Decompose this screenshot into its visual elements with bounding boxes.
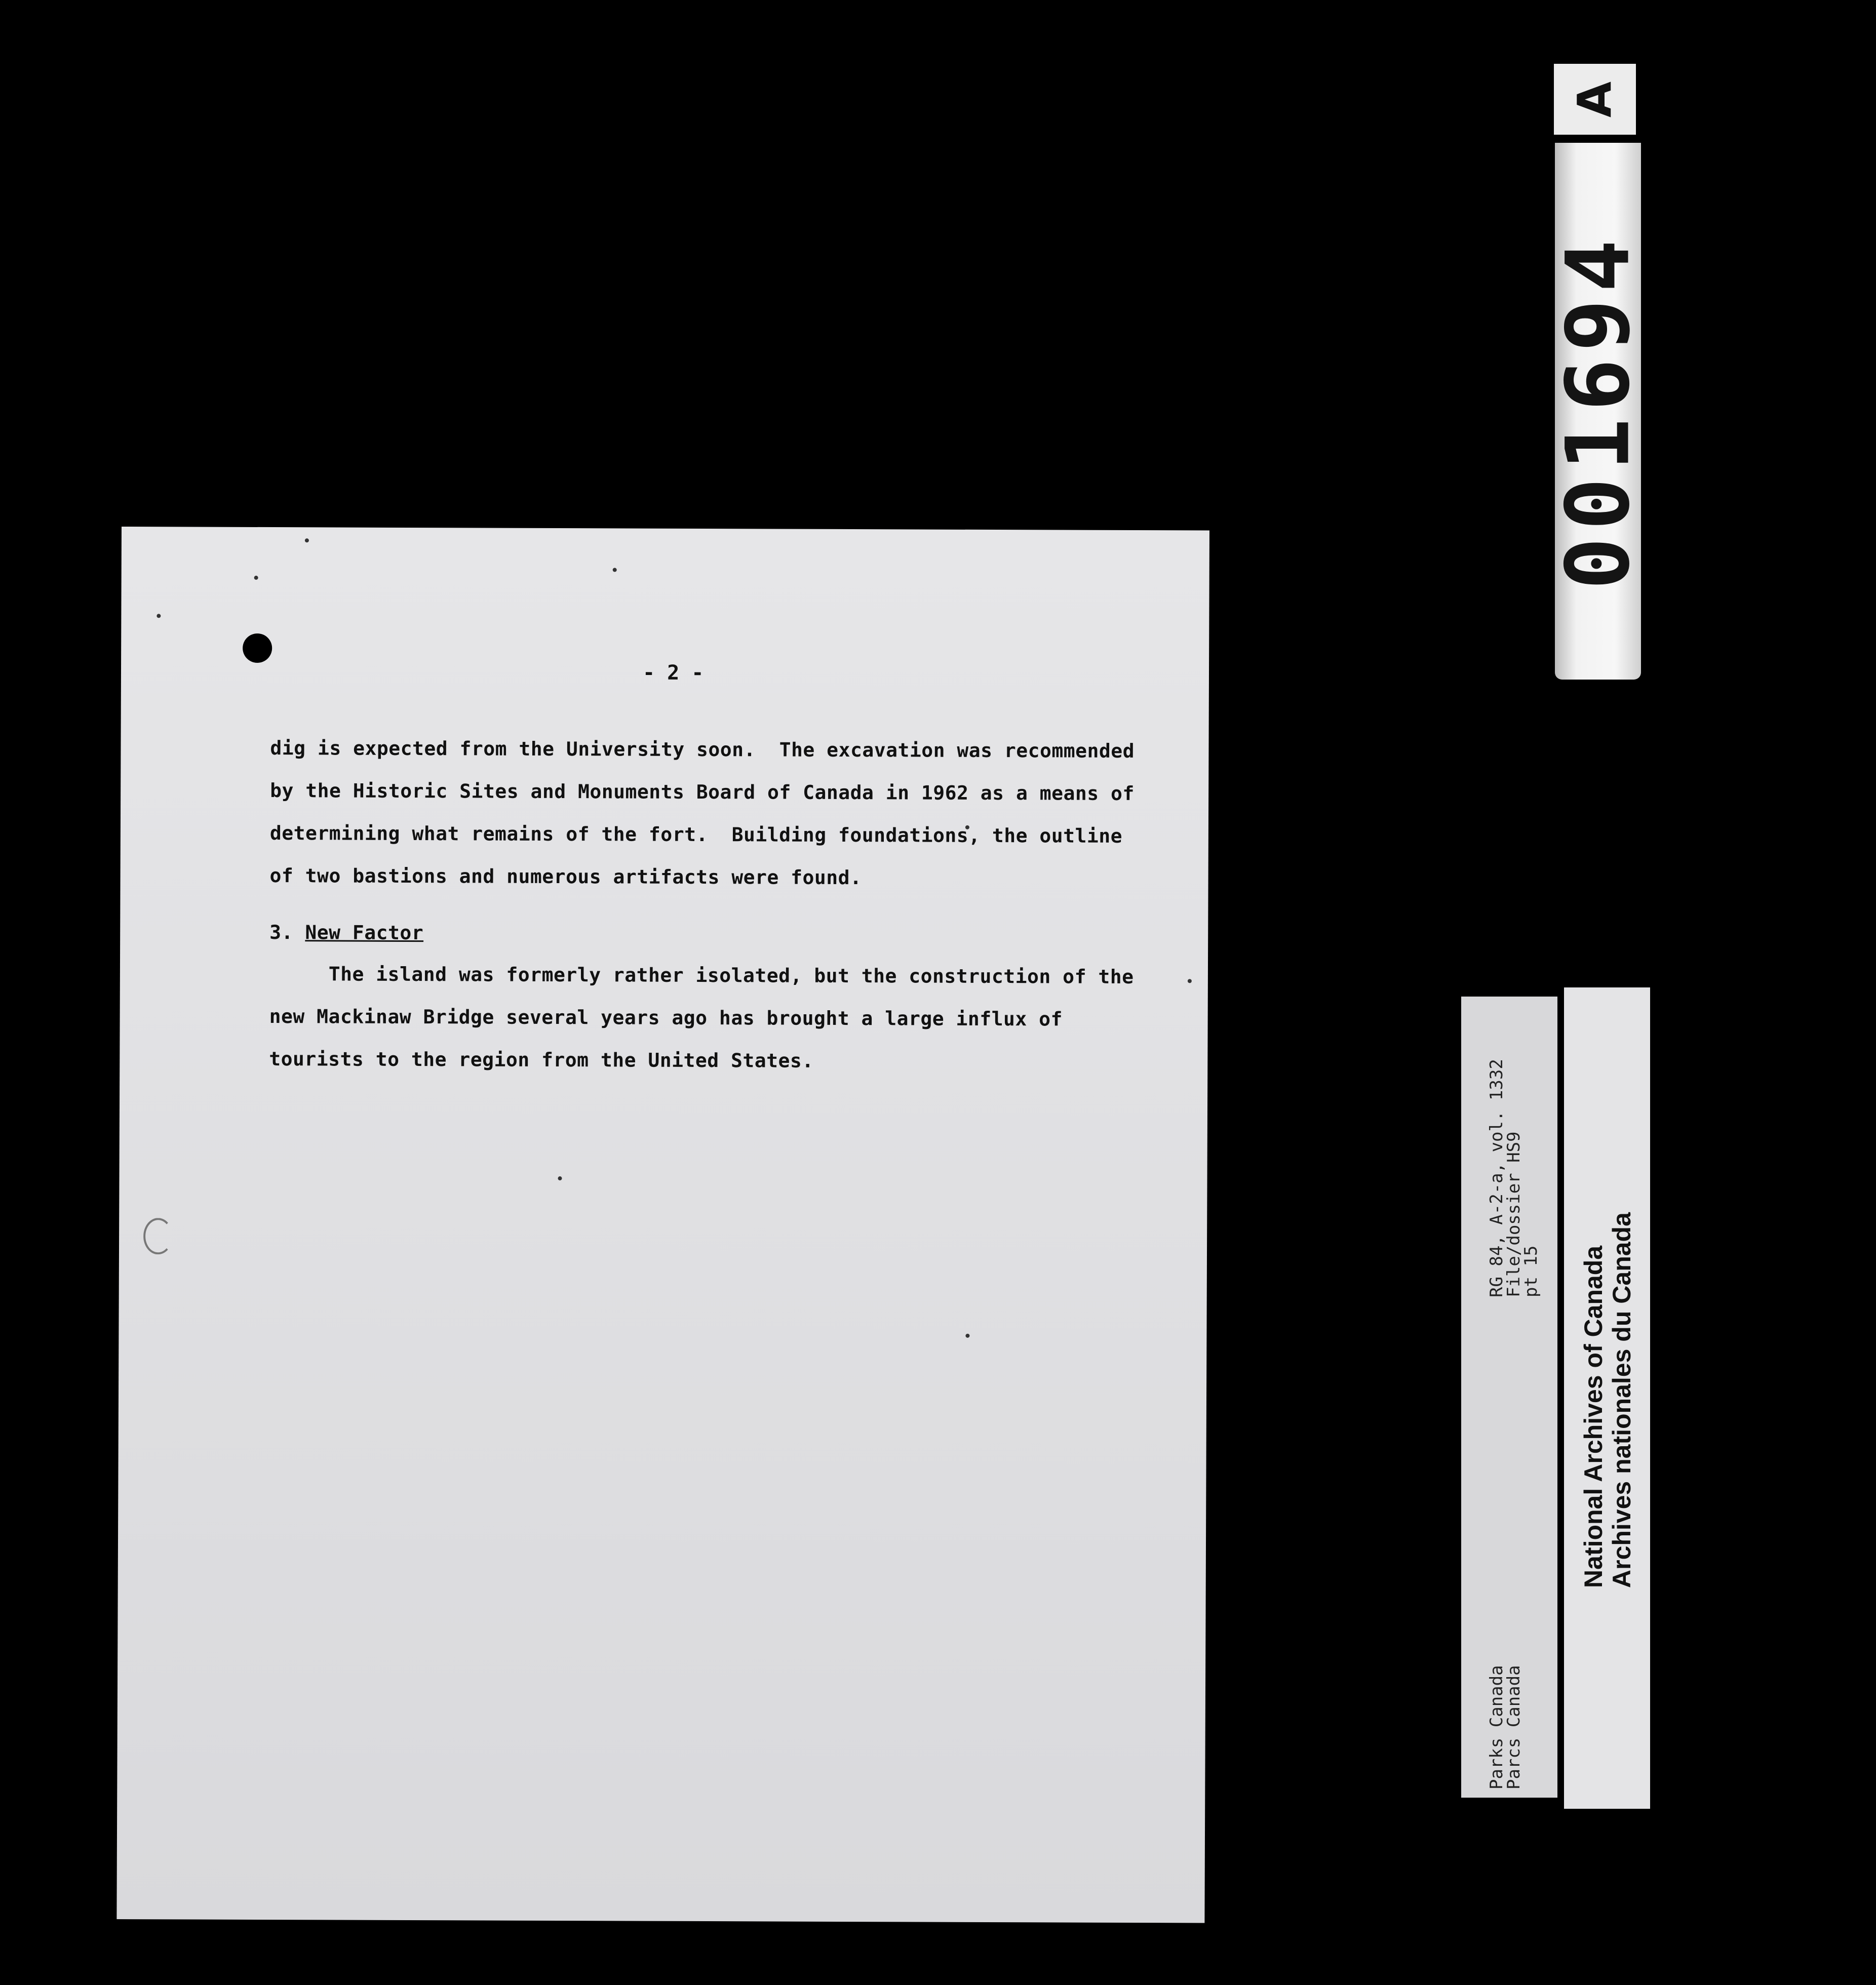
agency-name-en: Parks Canada (1487, 1665, 1507, 1790)
speck (1188, 979, 1192, 983)
body-line: by the Historic Sites and Monuments Board of Canada in 1962 as a means of (270, 779, 1135, 805)
section-title: New Factor (305, 921, 424, 944)
body-line: new Mackinaw Bridge several years ago has brought a large influx of (269, 1005, 1063, 1030)
speck (157, 614, 161, 618)
part-number: pt 15 (1521, 1245, 1541, 1297)
file-number: File/dossier HS9 (1504, 1131, 1524, 1297)
speck (305, 538, 309, 542)
body-line: of two bastions and numerous artifacts were found. (269, 864, 862, 889)
frame-letter: A (1568, 81, 1622, 117)
body-line: dig is expected from the University soon. The excavation was recommended (270, 737, 1135, 762)
speck (965, 1334, 969, 1338)
archives-name (1579, 1212, 1636, 1588)
speck (613, 568, 617, 572)
ring-mark (143, 1218, 173, 1254)
frame-number: 001694 (1547, 232, 1649, 590)
body-line: tourists to the region from the United States. (269, 1048, 814, 1072)
body-line: determining what remains of the fort. Building foundations, the outline (269, 822, 1123, 847)
section-heading (269, 921, 423, 944)
frame-letter-tab (1554, 64, 1636, 135)
punch-hole (243, 633, 272, 663)
agency-name-fr: Parcs Canada (1504, 1665, 1524, 1790)
speck (558, 1176, 562, 1180)
record-group: RG 84, A-2-a, vol. 1332 (1487, 1059, 1507, 1297)
frame-number-strip (1547, 143, 1649, 680)
body-line: The island was formerly rather isolated, but the construction of the (269, 963, 1134, 988)
page-number: - 2 - (642, 661, 704, 685)
speck (254, 576, 258, 580)
archives-name-en: National Archives of Canada (1579, 1245, 1608, 1588)
archives-name-fr: Archives nationales du Canada (1608, 1212, 1636, 1588)
reference-label (1461, 997, 1557, 1798)
archives-label (1564, 987, 1650, 1809)
section-number: 3. (269, 921, 294, 944)
document-page (116, 527, 1209, 1923)
